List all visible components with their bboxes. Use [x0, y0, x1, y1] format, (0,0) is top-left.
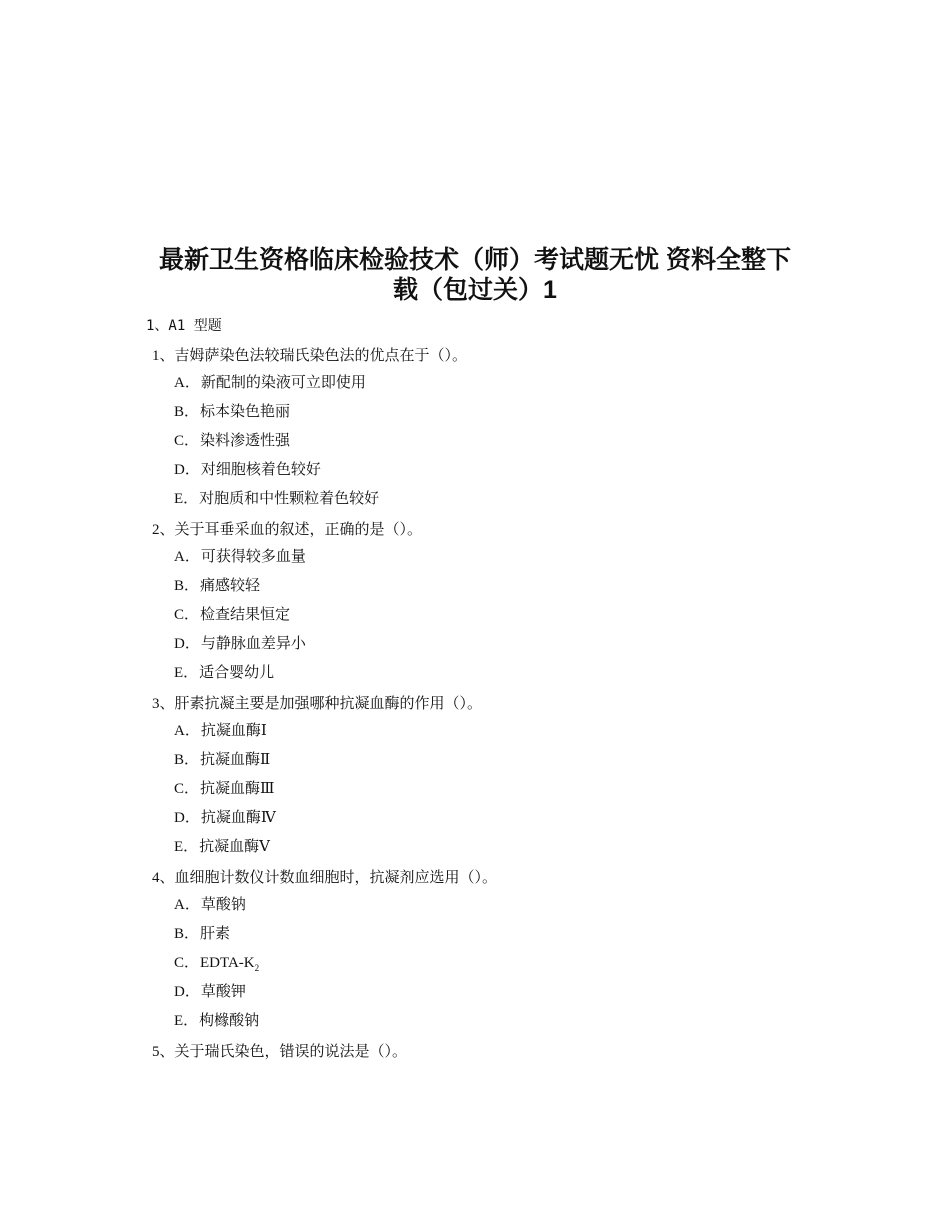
option-text: 可获得较多血量	[200, 549, 306, 565]
question-1	[152, 344, 812, 514]
option-subscript: 2	[254, 963, 260, 973]
answer-option	[152, 891, 812, 920]
answer-option	[152, 920, 812, 949]
option-text: 新配制的染液可立即使用	[200, 375, 366, 391]
answer-option	[152, 630, 812, 659]
option-letter: B．	[174, 578, 200, 594]
answer-option	[152, 978, 812, 1007]
answer-option	[152, 485, 812, 514]
option-letter: B．	[174, 926, 200, 942]
question-stem: 5、关于瑞氏染色，错误的说法是（）。	[152, 1044, 408, 1060]
option-text: 抗凝血酶Ⅴ	[199, 839, 271, 855]
answer-option	[152, 572, 812, 601]
answer-option	[152, 717, 812, 746]
question-stem: 2、关于耳垂采血的叙述，正确的是（）。	[152, 522, 423, 538]
option-letter: D．	[174, 810, 200, 826]
option-text: 抗凝血酶Ⅲ	[200, 781, 275, 797]
option-text: 标本染色艳丽	[200, 404, 291, 420]
option-text: 抗凝血酶Ⅱ	[200, 752, 271, 768]
option-text: 对细胞核着色较好	[200, 462, 321, 478]
question-5	[152, 1040, 812, 1065]
answer-option	[152, 1007, 812, 1036]
answer-option	[152, 949, 812, 978]
option-letter: E．	[174, 839, 199, 855]
answer-option	[152, 427, 812, 456]
option-text: 与静脉血差异小	[200, 636, 306, 652]
option-letter: C．	[174, 607, 200, 623]
answer-option	[152, 833, 812, 862]
option-letter: D．	[174, 636, 200, 652]
question-2	[152, 518, 812, 688]
option-letter: C．	[174, 433, 200, 449]
question-stem: 3、肝素抗凝主要是加强哪种抗凝血酶的作用（）。	[152, 696, 483, 712]
answer-option	[152, 659, 812, 688]
option-text: EDTA-K	[200, 955, 255, 971]
option-text: 检查结果恒定	[200, 607, 291, 623]
document-title	[140, 245, 810, 305]
question-list	[152, 344, 812, 1069]
answer-option	[152, 746, 812, 775]
question-3	[152, 692, 812, 862]
option-letter: E．	[174, 665, 199, 681]
option-text: 肝素	[200, 926, 231, 942]
option-letter: B．	[174, 404, 200, 420]
option-text: 适合婴幼儿	[199, 665, 275, 681]
option-letter: A．	[174, 549, 200, 565]
answer-option	[152, 775, 812, 804]
option-letter: E．	[174, 491, 199, 507]
answer-option	[152, 456, 812, 485]
question-4	[152, 866, 812, 1036]
answer-option	[152, 601, 812, 630]
title-line-2: 载（包过关）1	[393, 276, 557, 304]
option-text: 染料渗透性强	[200, 433, 291, 449]
section-label: 1、A1 型题	[146, 318, 222, 334]
option-letter: A．	[174, 375, 200, 391]
option-letter: D．	[174, 462, 200, 478]
option-letter: A．	[174, 897, 200, 913]
option-text: 草酸钠	[200, 897, 246, 913]
option-letter: C．	[174, 955, 200, 971]
option-text: 痛感较轻	[200, 578, 261, 594]
title-line-1: 最新卫生资格临床检验技术（师）考试题无忧 资料全整下	[159, 246, 791, 274]
question-stem: 1、吉姆萨染色法较瑞氏染色法的优点在于（）。	[152, 348, 468, 364]
option-letter: A．	[174, 723, 200, 739]
option-letter: C．	[174, 781, 200, 797]
option-text: 对胞质和中性颗粒着色较好	[199, 491, 380, 507]
option-letter: D．	[174, 984, 200, 1000]
answer-option	[152, 369, 812, 398]
option-text: 抗凝血酶Ⅰ	[200, 723, 267, 739]
option-text: 抗凝血酶Ⅳ	[200, 810, 276, 826]
option-text: 草酸钾	[200, 984, 246, 1000]
option-letter: E．	[174, 1013, 199, 1029]
answer-option	[152, 543, 812, 572]
answer-option	[152, 398, 812, 427]
option-text: 枸橼酸钠	[199, 1013, 260, 1029]
question-stem: 4、血细胞计数仪计数血细胞时，抗凝剂应选用（）。	[152, 870, 498, 886]
answer-option	[152, 804, 812, 833]
option-letter: B．	[174, 752, 200, 768]
